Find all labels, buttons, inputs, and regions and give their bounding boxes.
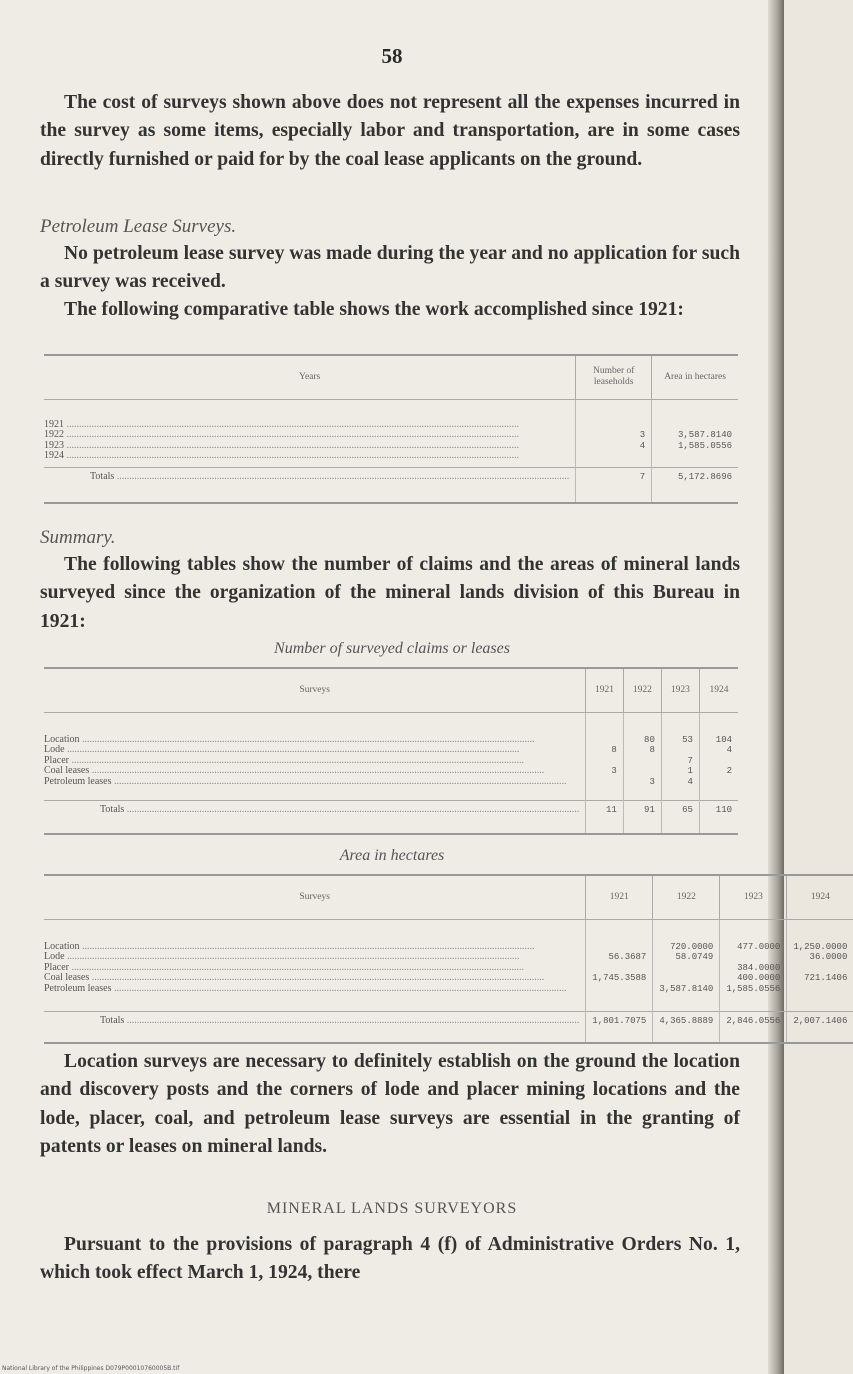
table3-cell: 1,745.3588: [592, 973, 647, 984]
table2-cell: [668, 745, 693, 756]
table3-row-label: Petroleum leases .....: [44, 984, 579, 995]
table2-cell: 3: [649, 776, 655, 787]
table3-cell: [592, 984, 646, 995]
table3-row-label: Coal leases .....: [44, 973, 579, 984]
table1-year: 1923 .....: [44, 441, 569, 452]
table2-total-cell: 91: [623, 800, 661, 834]
table2-cell: 104: [715, 734, 732, 745]
table3-cell: 36.0000: [809, 952, 848, 963]
table2-row-label: Coal leases .....: [44, 766, 579, 777]
table1-leaseholds-cell: [582, 420, 645, 431]
footer-source-stamp: National Library of the Philippines D079P00010760005B.tif: [2, 1365, 180, 1372]
table2-cell: 4: [687, 776, 693, 787]
table2-row-label: Petroleum leases .....: [44, 777, 579, 788]
table1-totals-label: Totals .....: [90, 471, 569, 482]
table1-leaseholds-cell: 4: [639, 440, 646, 451]
table1-leaseholds-cell: [582, 451, 645, 462]
table2-cell: [592, 735, 617, 746]
page-edge-shadow: [768, 0, 784, 1374]
paragraph-summary-intro: The following tables show the number of claims and the areas of mineral lands surveyed since the organization of the mineral lands division of this Bureau in 1921:: [40, 554, 740, 632]
table3-header-year: 1922: [653, 875, 720, 919]
table3-caption: Area in hectares: [339, 847, 445, 864]
table3-cell: [793, 984, 847, 995]
table1-header-leaseholds: Number of leaseholds: [576, 355, 652, 399]
table3-totals-label: Totals .....: [100, 1015, 579, 1026]
table2-cell: 4: [726, 745, 732, 756]
table1-header-area: Area in hectares: [652, 355, 738, 399]
table3-cell: 400.0000: [737, 973, 781, 984]
table3-cell: 477.0000: [737, 941, 781, 952]
table-surveyed-claims: [44, 667, 738, 835]
table2-cell: 2: [726, 766, 732, 777]
table3-cell: 56.3687: [608, 952, 647, 963]
table1-leaseholds-cell: 3: [639, 430, 646, 441]
table1-area-cell: 1,585.0556: [677, 440, 732, 451]
table3-cell: 1,250.0000: [793, 941, 848, 952]
table3-cell: 720.0000: [670, 941, 714, 952]
table2-row-label: Lode .....: [44, 745, 579, 756]
table3-cell: 1,585.0556: [726, 983, 781, 994]
heading-summary: Summary.: [40, 527, 116, 548]
table3-header-year: 1924: [787, 875, 853, 919]
paragraph-no-petroleum-survey: No petroleum lease survey was made during the year and no application for such a survey was received.: [40, 243, 740, 293]
table3-header-year: 1921: [586, 875, 653, 919]
table3-header-surveys: Surveys: [44, 875, 586, 919]
table3-row-label: Lode .....: [44, 952, 579, 963]
table3-total-cell: 2,846.0556: [720, 1011, 787, 1043]
table2-header-year: 1924: [699, 668, 738, 712]
table2-cell: [630, 766, 655, 777]
table3-header-year: 1923: [720, 875, 787, 919]
table2-cell: 8: [611, 745, 617, 756]
table2-cell: 1: [687, 766, 693, 777]
paragraph-administrative-orders: Pursuant to the provisions of paragraph 4 (f) of Administrative Orders No. 1, which took effect March 1, 1924, there: [40, 1234, 740, 1284]
table2-row-label: Location .....: [44, 735, 579, 746]
table3-cell: 58.0749: [675, 952, 714, 963]
table2-header-surveys: Surveys: [44, 668, 586, 712]
table3-row-label: Location .....: [44, 942, 579, 953]
table2-header-year: 1922: [623, 668, 661, 712]
table2-cell: 80: [644, 734, 655, 745]
paragraph-location-surveys: Location surveys are necessary to definitely establish on the ground the location and discovery posts and the corners of lode and placer mining locations and the lode, placer, coal, and petroleum lease surveys are essential in the granting of patents or leases on mineral lands.: [40, 1051, 740, 1158]
table2-cell: 8: [649, 745, 655, 756]
table2-totals-label: Totals .....: [100, 804, 579, 815]
table2-cell: [630, 756, 655, 767]
table2-total-cell: 11: [586, 800, 624, 834]
table3-cell: [592, 963, 646, 974]
table1-header-years: Years: [44, 355, 576, 399]
table3-total-cell: 4,365.8889: [653, 1011, 720, 1043]
table-area-hectares: [44, 874, 853, 1044]
table3-cell: [726, 952, 780, 963]
paragraph-comparative-intro: The following comparative table shows the work accomplished since 1921:: [64, 299, 684, 320]
table2-cell: [592, 777, 617, 788]
table2-cell: [706, 756, 732, 767]
table1-year: 1921 .....: [44, 420, 569, 431]
table1-total-leaseholds: 7: [576, 467, 652, 503]
table3-cell: 3,587.8140: [659, 983, 714, 994]
paragraph-survey-cost: The cost of surveys shown above does not represent all the expenses incurred in the survey as some items, especially labor and transportation, are in some cases directly furnished or paid for by the coal lease applicants on the ground.: [40, 92, 740, 170]
table2-cell: 7: [687, 755, 693, 766]
table2-total-cell: 65: [661, 800, 699, 834]
table2-total-cell: 110: [699, 800, 738, 834]
table3-cell: 384.0000: [737, 962, 781, 973]
table2-caption: Number of surveyed claims or leases: [274, 640, 510, 657]
table2-cell: 53: [682, 734, 693, 745]
heading-petroleum-lease-surveys: Petroleum Lease Surveys.: [40, 216, 237, 237]
table3-row-label: Placer .....: [44, 963, 579, 974]
table3-cell: [592, 942, 646, 953]
table2-cell: [592, 756, 617, 767]
table2-header-year: 1921: [586, 668, 624, 712]
table1-total-area: 5,172.8696: [652, 467, 738, 503]
table2-header-year: 1923: [661, 668, 699, 712]
table3-cell: 721.1406: [804, 973, 848, 984]
table3-cell: [659, 963, 713, 974]
table1-year: 1922 .....: [44, 430, 569, 441]
table3-cell: [793, 963, 847, 974]
table2-row-label: Placer .....: [44, 756, 579, 767]
table3-total-cell: 1,801.7075: [586, 1011, 653, 1043]
table2-cell: [706, 777, 732, 788]
table1-year: 1924 .....: [44, 451, 569, 462]
table3-total-cell: 2,007.1406: [787, 1011, 853, 1043]
page-number: 58: [381, 44, 403, 68]
table-petroleum-leaseholds: [44, 354, 738, 504]
table1-area-cell: 3,587.8140: [677, 430, 732, 441]
table2-cell: 3: [611, 766, 617, 777]
heading-mineral-lands-surveyors: MINERAL LANDS SURVEYORS: [266, 1200, 518, 1217]
table1-area-cell: [658, 420, 732, 431]
table1-area-cell: [658, 451, 732, 462]
table3-cell: [659, 973, 713, 984]
